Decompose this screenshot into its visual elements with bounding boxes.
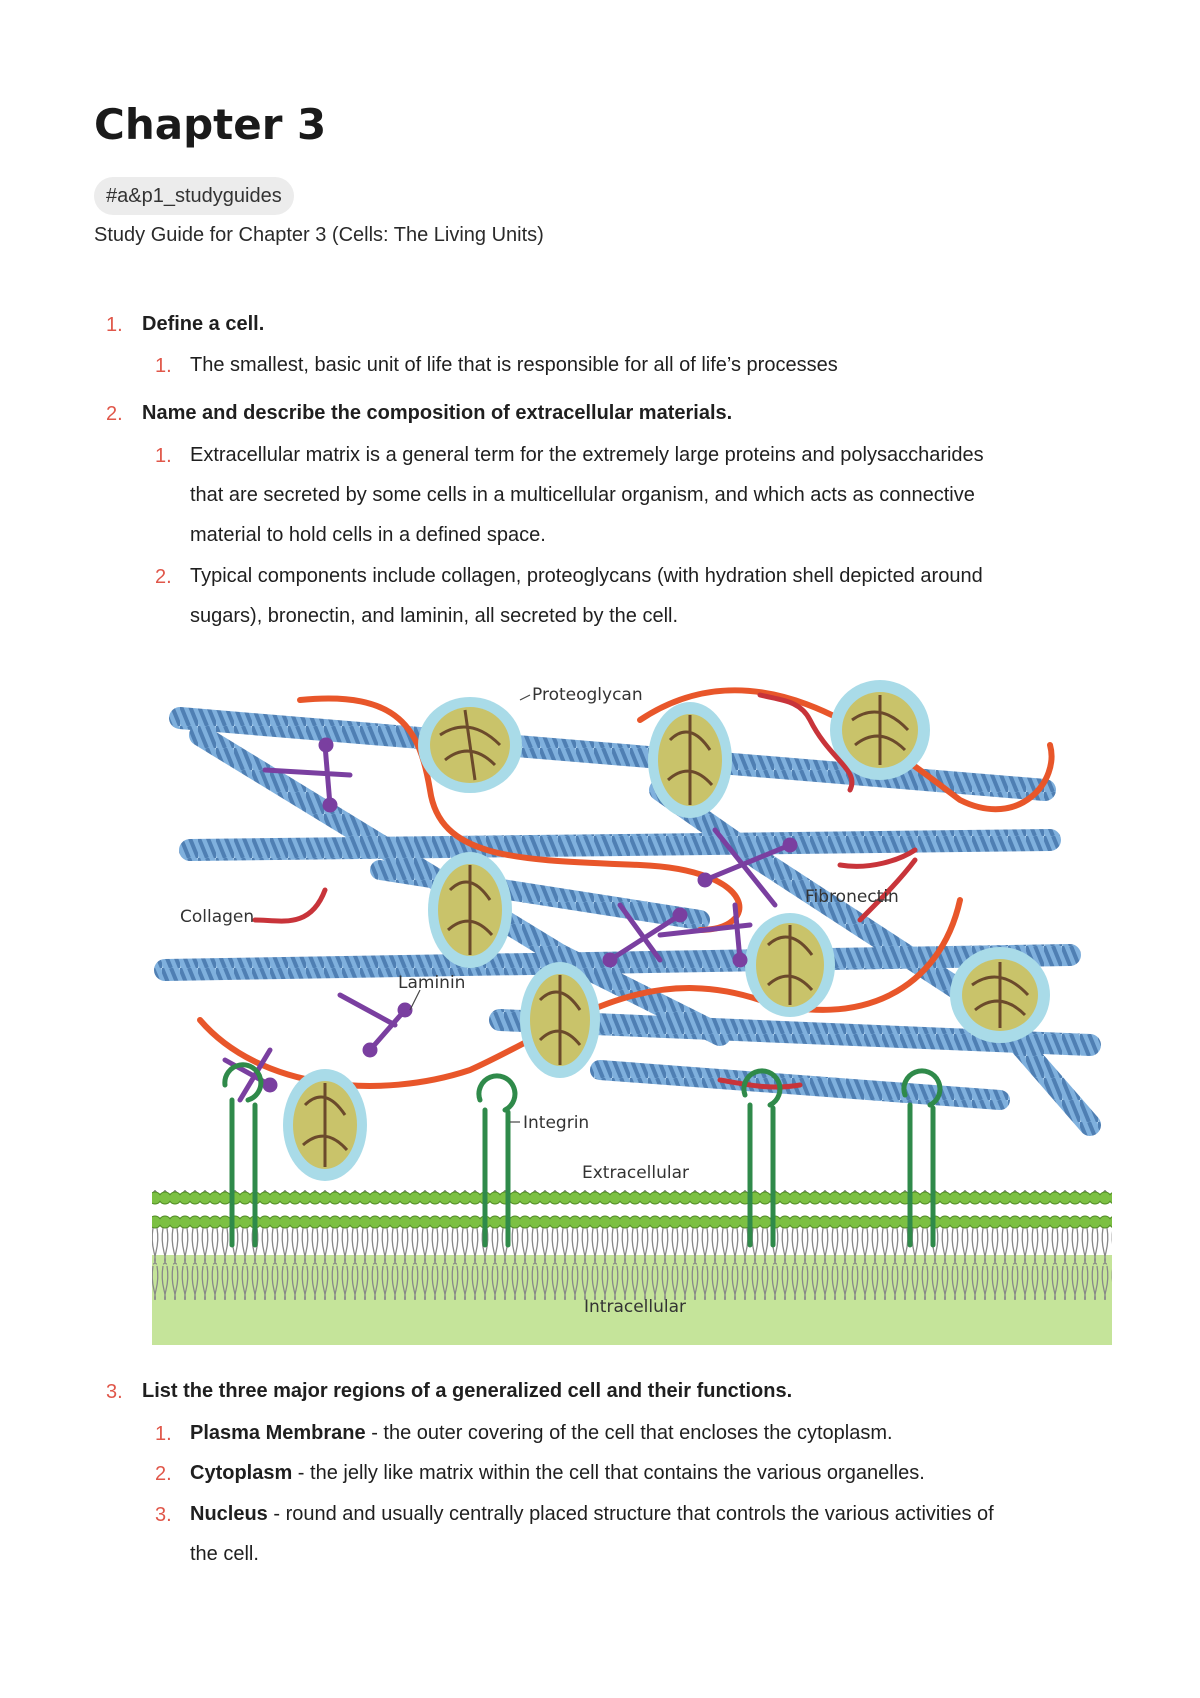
answer-line (190, 1453, 1110, 1493)
question-number: 3. (106, 1381, 123, 1403)
plasma-membrane-bilayer (152, 1190, 1112, 1300)
label-collagen: Collagen (180, 907, 255, 927)
label-proteoglycan: Proteoglycan (532, 685, 643, 705)
page-subtitle: Study Guide for Chapter 3 (Cells: The Living Units) (94, 224, 544, 246)
answer-line (190, 1413, 1110, 1453)
answer-desc: - the jelly like matrix within the cell that contains the various organelles. (292, 1462, 925, 1484)
label-intracellular: Intracellular (584, 1297, 687, 1317)
answer-text: material to hold cells in a defined space. (190, 524, 546, 546)
answer-desc: - the outer covering of the cell that encloses the cytoplasm. (365, 1422, 893, 1444)
question-number: 2. (106, 403, 123, 425)
answer-number: 1. (155, 355, 172, 377)
answer-line (190, 1494, 1110, 1534)
answer-text: The smallest, basic unit of life that is responsible for all of life’s processes (190, 354, 838, 376)
label-fibronectin: Fibronectin (805, 887, 899, 907)
question-text: Define a cell. (142, 313, 265, 335)
answer-text: the cell. (190, 1543, 259, 1565)
answer-number: 3. (155, 1504, 172, 1526)
label-laminin: Laminin (398, 973, 466, 993)
page-title: Chapter 3 (94, 100, 327, 149)
tag-badge[interactable]: #a&p1_studyguides (94, 177, 294, 215)
answer-number: 2. (155, 566, 172, 588)
label-extracellular: Extracellular (582, 1163, 690, 1183)
answer-term: Plasma Membrane (190, 1422, 366, 1444)
answer-text: Typical components include collagen, proteoglycans (with hydration shell depicted around (190, 565, 983, 587)
question-text: List the three major regions of a generalized cell and their functions. (142, 1380, 793, 1402)
answer-number: 1. (155, 1423, 172, 1445)
answer-desc: - round and usually centrally placed structure that controls the various activities of (267, 1503, 994, 1525)
question-text: Name and describe the composition of extracellular materials. (142, 402, 733, 424)
answer-number: 2. (155, 1463, 172, 1485)
answer-text: Extracellular matrix is a general term for the extremely large proteins and polysaccharides (190, 444, 984, 466)
proteoglycans (283, 680, 1050, 1181)
answer-text: that are secreted by some cells in a multicellular organism, and which acts as connective (190, 484, 975, 506)
answer-text: sugars), bronectin, and laminin, all secreted by the cell. (190, 605, 679, 627)
answer-term: Nucleus (190, 1503, 268, 1525)
answer-term: Cytoplasm (190, 1462, 293, 1484)
answer-number: 1. (155, 445, 172, 467)
label-integrin: Integrin (523, 1113, 590, 1133)
question-number: 1. (106, 314, 123, 336)
